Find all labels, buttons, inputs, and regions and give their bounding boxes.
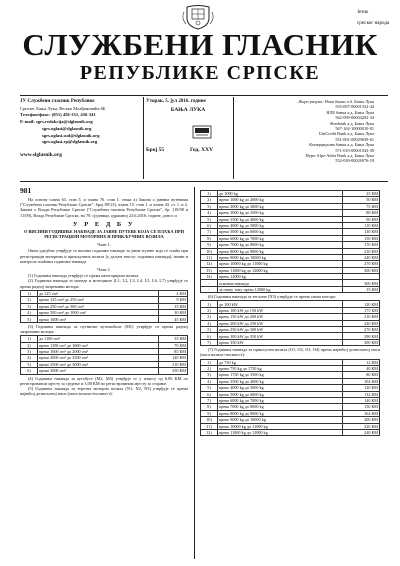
row-number: 11) <box>201 254 218 260</box>
row-number: 10) <box>201 417 218 423</box>
row-fee: 150 КМ <box>343 404 380 410</box>
fee-table-trailers <box>200 359 380 437</box>
row-number: 3) <box>201 203 218 209</box>
row-fee: 175 КМ <box>343 307 380 313</box>
row-number: 14) <box>201 274 218 280</box>
row-fee: 110 КМ <box>343 222 380 228</box>
account-line: Комерцијална банка а.д. Бања Лука <box>309 142 374 148</box>
row-number: 10) <box>201 248 218 254</box>
row-fee: 210 КМ <box>343 248 380 254</box>
row-number: 11) <box>201 423 218 429</box>
row-number: 12) <box>201 429 218 435</box>
row-range: основна накнада <box>218 280 343 286</box>
row-range: до 1100 cm³ <box>38 336 159 342</box>
row-fee: 240 КМ <box>343 429 380 435</box>
issue-number-line <box>146 147 230 153</box>
row-range: преко 8000 kg до 9000 kg <box>218 248 343 254</box>
row-range: преко 2000 kg до 3000 kg <box>218 203 343 209</box>
row-number: 3) <box>21 303 38 309</box>
row-fee: 140 КМ <box>159 355 188 361</box>
row-fee: 130 КМ <box>343 229 380 235</box>
row-number: - <box>201 280 218 286</box>
printer-emblem-icon <box>192 125 212 139</box>
table-row <box>201 286 380 292</box>
row-fee: 164 КМ <box>343 410 380 416</box>
row-range: преко 5000 kg до 6000 kg <box>218 391 343 397</box>
language-note <box>357 7 389 29</box>
publisher-website: www.slglasnik.org <box>20 151 62 158</box>
row-number: 5) <box>201 385 218 391</box>
row-number: 7) <box>201 397 218 403</box>
row-fee: 170 КМ <box>343 242 380 248</box>
act-number: 981 <box>20 186 32 195</box>
account-line: 562-099-00004292-34 <box>335 115 374 121</box>
row-number: 6) <box>201 391 218 397</box>
paragraph: (2) Годишња накнада за мопеде и мотоцикле (L1, L2, L3, L4, L5, L6, L7) утврђује се према радној запремини мотора: <box>20 278 188 289</box>
row-fee: 15 КМ <box>343 286 380 292</box>
act-intro: На основу члана 63. став 5, и члана 76. став 1. тачка а) Закона о јавним путевима ("Службени гласник Републике Српске", број 89/13), члана 15. став 1. и члана 43. ст. 1. и 2. Закона о Влади Републике Српске ("Службени гласник Републике Српске", бр. 118/08 и 11/09), Влада Републике Српске, на 79. сједници, одржаној 23.6.2016. године, донос и <box>20 197 188 218</box>
row-range: преко 11000 kg до 12000 kg <box>218 267 343 273</box>
row-range: до 1000 kg <box>218 191 343 197</box>
row-number: 6) <box>21 368 38 374</box>
header-bottom-rule <box>20 181 388 182</box>
row-fee: 30 КМ <box>159 310 188 316</box>
column-divider <box>233 97 234 179</box>
fee-table-trucks <box>200 190 380 293</box>
row-fee: 290 КМ <box>343 333 380 339</box>
act-subtitle: О ВИСИНИ ГОДИШЊЕ НАКНАДЕ ЗА ЈАВНЕ ПУТЕВЕ КОЈА СЕ ПЛАЋА ПРИ РЕГИСТРАЦИЈИ МОТОРНИХ И ПРИКЉУЧНИХ ВОЗИЛА <box>24 228 184 240</box>
table-row <box>21 316 188 322</box>
row-range: преко 8000 kg до 9000 kg <box>218 410 343 416</box>
row-fee: 25 КМ <box>343 191 380 197</box>
publisher-email: E-mail: sgrs.redakcija@slglasnik.org <box>20 119 93 125</box>
row-range: преко 6000 kg до 7000 kg <box>218 397 343 403</box>
account-line: Hypo-Alpe-Adria Bank а.д. Бања Лука <box>305 153 374 159</box>
paragraph: (3) Годишња накнада за путничке аутомобиле (М1) утврђује се према радној запремини мотора: <box>20 323 188 334</box>
table-row <box>21 368 188 374</box>
account-line: 552-030-00026976-18 <box>335 158 374 164</box>
row-range: преко 7000 kg до 8000 kg <box>218 404 343 410</box>
row-number: 4) <box>21 310 38 316</box>
row-fee: 140 КМ <box>343 397 380 403</box>
row-range: преко 125 cm³ до 250 cm³ <box>38 297 159 303</box>
publisher-phone: Телефон/факс: (051) 456-331, 456-341 <box>20 112 96 118</box>
row-range: преко 300 kW до 350 kW <box>218 333 343 339</box>
row-range: преко 1600 cm³ до 2000 cm³ <box>38 348 159 354</box>
row-fee: 35 КМ <box>159 336 188 342</box>
row-range: преко 250 kW до 300 kW <box>218 327 343 333</box>
left-column <box>20 187 188 396</box>
paragraph: (4) Годишња накнада за аутобусе (М2, М3) утврђује се у износу од 6,00 КМ по регистрованом мјесту за сједење и 3,00 КМ по регистрованом мјесту за стајање. <box>20 375 188 386</box>
row-fee: 210 КМ <box>159 361 188 367</box>
bank-accounts <box>236 99 374 164</box>
row-fee: 70 КМ <box>159 342 188 348</box>
row-range: преко 3000 kg до 3500 kg <box>218 210 343 216</box>
account-line: 571-010-00001043-39 <box>335 147 374 153</box>
row-range: преко 1100 cm³ до 1600 cm³ <box>38 342 159 348</box>
row-fee: 220 КМ <box>343 423 380 429</box>
article-text: Овом уредбом утврђује се висина годишње накнаде за јавне путеве која се плаћа при регистрацији моторних и прикључних возила (у даљем тексту: годишња накнада), начин и контрола плаћања годишње накнаде. <box>20 248 188 264</box>
column-divider <box>194 187 195 559</box>
row-number: 9) <box>201 242 218 248</box>
fee-table-tractors <box>200 300 380 346</box>
publisher-line: Српске, Бања Лука, Вељка Млађеновића 6Б <box>20 105 106 111</box>
fee-table-cars <box>20 335 188 374</box>
row-range: преко 5000 kg до 6000 kg <box>218 229 343 235</box>
act-title: У Р Е Д Б У <box>72 220 136 228</box>
row-range: преко 9000 kg до 10000 kg <box>218 417 343 423</box>
row-range: преко 200 kW до 250 kW <box>218 320 343 326</box>
row-range: до 750 kg <box>218 359 343 365</box>
row-range: преко 350 kW <box>218 339 343 345</box>
row-fee: 300 КМ <box>343 339 380 345</box>
row-range: преко 500 cm³ до 1000 cm³ <box>38 310 159 316</box>
account-line: 551-001-00029639-61 <box>335 136 374 142</box>
row-number: 2) <box>201 365 218 371</box>
column-divider <box>143 97 144 179</box>
row-number: 1) <box>21 290 38 296</box>
row-range: преко 4000 kg до 5000 kg <box>218 385 343 391</box>
row-fee: 45 КМ <box>159 316 188 322</box>
row-fee: 150 КМ <box>343 235 380 241</box>
issue-date: Уторак, 5. јул 2016. године <box>146 99 206 104</box>
row-range: преко 7000 kg до 8000 kg <box>218 242 343 248</box>
row-fee: 210 КМ <box>343 314 380 320</box>
row-number: 5) <box>21 361 38 367</box>
table-row <box>201 429 380 435</box>
row-number: 8) <box>201 235 218 241</box>
row-fee: 12 КМ <box>343 359 380 365</box>
row-number: 4) <box>201 378 218 384</box>
row-number: - <box>201 286 218 292</box>
row-fee: 75 КМ <box>343 203 380 209</box>
row-fee: 50 КМ <box>343 197 380 203</box>
row-fee: 132 КМ <box>343 391 380 397</box>
row-range: преко 1750 kg до 3500 kg <box>218 372 343 378</box>
row-range: преко 4000 kg до 5000 kg <box>218 222 343 228</box>
row-range: преко 2500 cm³ до 3000 cm³ <box>38 361 159 367</box>
row-range: преко 100 kW до 150 kW <box>218 307 343 313</box>
publisher-email: sgrs.oglasi.sud@slglasnik.org <box>42 132 100 138</box>
row-number: 13) <box>201 267 218 273</box>
row-number: 7) <box>201 339 218 345</box>
row-number: 8) <box>201 404 218 410</box>
gazette-title: СЛУЖБЕНИ ГЛАСНИК <box>22 27 378 62</box>
article-heading: Члан 1. <box>97 242 111 248</box>
account-line: Жиро рачуни: Нова банка а.д. Бања Лука <box>298 99 374 104</box>
row-number: 2) <box>201 307 218 313</box>
row-fee: 104 КМ <box>343 378 380 384</box>
row-number: 2) <box>21 342 38 348</box>
account-line: Sberbank а.д. Бања Лука <box>330 120 374 126</box>
row-range: преко 1000 cm³ <box>38 316 159 322</box>
row-range: преко 6000 kg до 7000 kg <box>218 235 343 241</box>
row-range: преко 3500 kg до 4000 kg <box>218 378 343 384</box>
row-fee: 240 КМ <box>343 254 380 260</box>
row-number: 4) <box>21 355 38 361</box>
publisher-email: sgrs.oglasi.rp@slglasnik.org <box>42 139 98 145</box>
row-fee: 9 КМ <box>159 297 188 303</box>
row-number: 3) <box>201 372 218 378</box>
row-fee: 270 КМ <box>343 327 380 333</box>
account-line: НЛБ банка а.д. Бања Лука <box>326 109 374 115</box>
gazette-subtitle: РЕПУБЛИКЕ СРПСКЕ <box>79 62 321 84</box>
row-range: преко 150 kW до 200 kW <box>218 314 343 320</box>
language-note-line: Језик <box>357 10 369 15</box>
article-heading: Члан 2. <box>97 267 111 273</box>
row-fee: 120 КМ <box>343 301 380 307</box>
row-fee: 240 КМ <box>343 320 380 326</box>
publisher-info <box>20 99 142 159</box>
publisher-email: sgrs.oglasi@slglasnik.org <box>42 125 92 131</box>
row-fee: 90 КМ <box>343 216 380 222</box>
right-column <box>200 190 380 436</box>
row-range: преко 9000 kg до 10000 kg <box>218 254 343 260</box>
account-line: 567-162-10000010-81 <box>335 126 374 132</box>
row-fee: 80 КМ <box>343 372 380 378</box>
row-range: за сваку тону преко 12000 kg <box>218 286 343 292</box>
row-number: 1) <box>21 336 38 342</box>
row-range: преко 12000 kg <box>218 274 343 280</box>
row-fee: 270 КМ <box>343 261 380 267</box>
row-range: преко 10000 kg до 11000 kg <box>218 423 343 429</box>
row-fee: 15 КМ <box>159 303 188 309</box>
row-fee: 88 КМ <box>343 210 380 216</box>
row-range: до 100 kW <box>218 301 343 307</box>
row-number: 6) <box>201 333 218 339</box>
language-note-line: српског народа <box>357 21 390 26</box>
row-fee: 4 КМ <box>159 290 188 296</box>
row-number: 2) <box>201 197 218 203</box>
row-number: 2) <box>21 297 38 303</box>
publisher-line: ЈУ Службени гласник Републике <box>20 99 95 104</box>
row-range: преко 1000 kg до 2000 kg <box>218 197 343 203</box>
row-range: преко 11000 kg до 12000 kg <box>218 429 343 435</box>
row-number: 7) <box>201 229 218 235</box>
row-fee: 85 КМ <box>159 348 188 354</box>
row-fee: 350 КМ <box>159 368 188 374</box>
row-range: преко 750 kg до 1750 kg <box>218 365 343 371</box>
row-range: преко 3500 kg до 4000 kg <box>218 216 343 222</box>
paragraph: (1) Годишња накнада утврђује се према категоријама возила. <box>28 273 140 279</box>
row-fee: 120 КМ <box>343 385 380 391</box>
row-range: до 125 cm³ <box>38 290 159 296</box>
paragraph: (7) Годишња накнада за прикључна возила (О1, О2, О3, О4) према највећој дозвољеној маси (маса возила+носивост): <box>200 347 380 358</box>
row-range: преко 10000 kg до 11000 kg <box>218 261 343 267</box>
row-number: 6) <box>201 222 218 228</box>
paragraph: (5) Годишња накнада за теретна моторна возила (N1, N2, N3) утврђује се према највећој дозвољеној маси (маса возила+носивост): <box>20 385 188 397</box>
row-number: 1) <box>201 191 218 197</box>
row-fee: 40 КМ <box>343 365 380 371</box>
paragraph: (6) Годишња накнада за тегљаче (N3) утврђује се према снази мотора: <box>208 294 336 300</box>
row-range: преко 250 cm³ до 500 cm³ <box>38 303 159 309</box>
row-number: 3) <box>21 348 38 354</box>
issue-number: Број 55 <box>146 147 165 153</box>
row-fee: 200 КМ <box>343 417 380 423</box>
row-number: 9) <box>201 410 218 416</box>
row-number: 5) <box>201 327 218 333</box>
row-number: 12) <box>201 261 218 267</box>
account-line: 555-007-00001332-44 <box>335 104 374 110</box>
row-number: 4) <box>201 320 218 326</box>
header-rule <box>20 95 388 96</box>
row-number: 5) <box>201 216 218 222</box>
row-range: преко 2000 cm³ до 2500 cm³ <box>38 355 159 361</box>
row-number: 5) <box>21 316 38 322</box>
fee-table-mopeds <box>20 290 188 323</box>
row-range: преко 3000 cm³ <box>38 368 159 374</box>
issue-city: БАЊА ЛУКА <box>170 107 206 113</box>
row-number: 1) <box>201 359 218 365</box>
row-number: 4) <box>201 210 218 216</box>
row-number: 1) <box>201 301 218 307</box>
row-fee: 300 КМ <box>343 280 380 286</box>
row-fee: 300 КМ <box>343 267 380 273</box>
account-line: UniCredit Bank а.д. Бања Лука <box>318 131 374 137</box>
row-number: 3) <box>201 314 218 320</box>
table-row <box>201 339 380 345</box>
issue-year: Год. XXV <box>190 147 214 153</box>
